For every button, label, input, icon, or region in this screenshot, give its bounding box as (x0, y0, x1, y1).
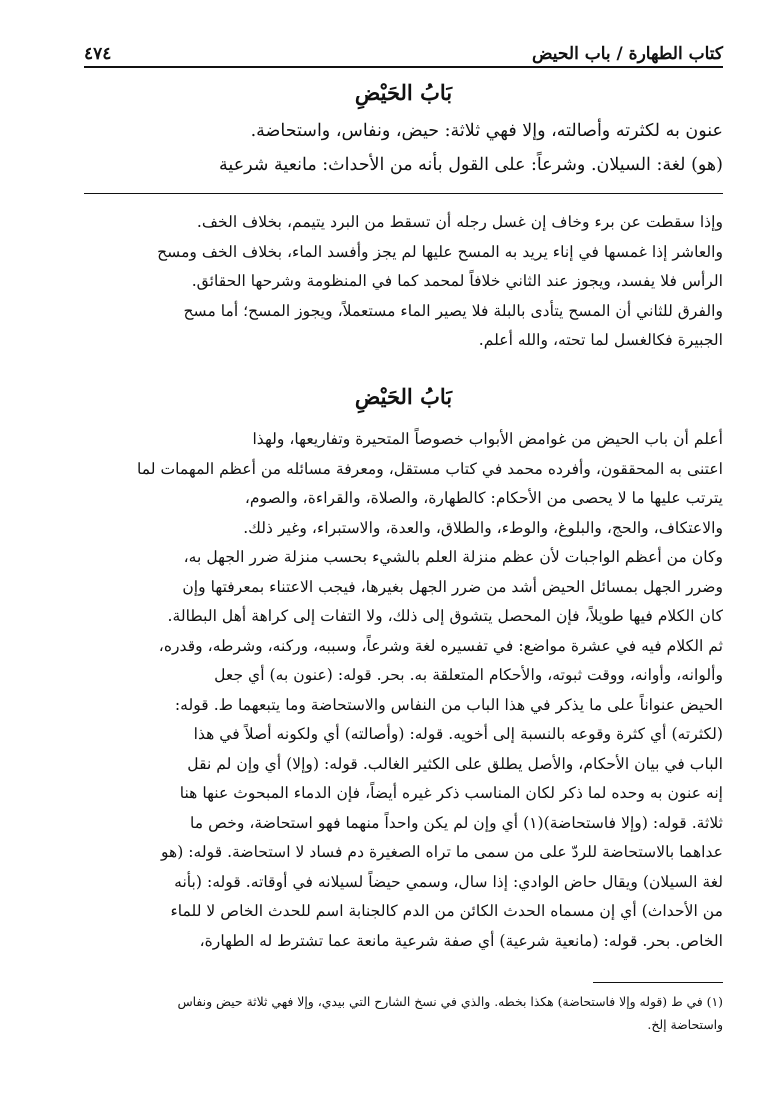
matn-heading: بَابُ الحَيْضِ (354, 80, 453, 105)
commentary-line: يترتب عليها ما لا يحصى من الأحكام: كالطهارة، والصلاة، والقراءة، والصوم، (244, 489, 723, 507)
commentary-line: وكان من أعظم الواجبات لأن عظم منزلة العلم بالشيء بحسب منزلة ضرر الجهل به، (183, 548, 723, 566)
commentary-line: والعاشر إذا غمسها في إناء يريد به المسح عليها لم يجز وأفسد الماء، بخلاف الخف ومسح (157, 242, 723, 261)
commentary-line: عداهما بالاستحاضة للردّ على من سمى ما تراه الصغيرة دم فساد لا استحاضة. قوله: (هو (160, 843, 723, 861)
commentary-line: الجبيرة فكالغسل لما تحته، والله أعلم. (478, 331, 723, 349)
commentary-line: الخاص. بحر. قوله: (مانعية شرعية) أي صفة شرعية مانعة عما تشترط له الطهارة، (199, 931, 723, 950)
commentary-line: لغة السيلان) ويقال حاض الوادي: إذا سال، وسمي حيضاً لسيلانه في أوقاته. قوله: (بأنه (174, 872, 723, 891)
matn-line: عنون به لكثرته وأصالته، وإلا فهي ثلاثة: حيض، ونفاس، واستحاضة. (250, 121, 723, 141)
commentary-line: الرأس فلا يفسد، ويجوز عند الثاني خلافاً لمحمد كما في المنظومة وشرحها الحقائق. (191, 272, 723, 290)
running-title: كتاب الطهارة / باب الحيض (531, 44, 723, 64)
header-rule (84, 66, 723, 68)
commentary-line: أعلم أن باب الحيض من غوامض الأبواب خصوصاً المتحيرة وتفاريعها، ولهذا (252, 430, 723, 448)
footnote-rule (593, 982, 723, 983)
commentary-line: والفرق للثاني أن المسح يتأدى بالبلة فلا يصير الماء مستعملاً، ويجوز المسح؛ أما مسح (183, 301, 723, 320)
running-header (84, 34, 723, 64)
matn-divider (84, 193, 723, 194)
footnote-line: واستحاضة إلخ. (647, 1017, 723, 1032)
commentary-line: وألوانه، وأوانه، ووقت ثبوته، والأحكام المتعلقة به. بحر. قوله: (عنون به) أي جعل (214, 666, 723, 684)
commentary-line: (لكثرته) أي كثرة وقوعه بالنسبة إلى أخويه. قوله: (وأصالته) أي ولكونه أصلاً في هذا (193, 725, 723, 743)
commentary-text (84, 425, 723, 956)
commentary-line: الحيض عنواناً على ما يذكر في هذا الباب من النفاس والاستحاضة وما يتبعهما ط. قوله: (174, 695, 723, 714)
previous-section-commentary (84, 208, 723, 356)
commentary-line: والاعتكاف، والحج، والبلوغ، والوطء، والطلاق، والعدة، والاستبراء، وغير ذلك. (243, 518, 723, 537)
commentary-line: ثلاثة. قوله: (وإلا فاستحاضة)(١) أي وإن لم يكن واحداً منهما فهو استحاضة، وخص ما (190, 813, 723, 832)
commentary-line: وضرر الجهل بمسائل الحيض أشد من ضرر الجهل بغيرها، فيجب الاعتناء بمعرفتها وإن (182, 577, 723, 596)
commentary-line: ثم الكلام فيه في عشرة مواضع: في تفسيره لغة وشرعاً، وسببه، وركنه، وشرطه، وقدره، (158, 636, 723, 655)
commentary-heading: بَابُ الحَيْضِ (354, 384, 453, 409)
commentary-line: وإذا سقطت عن برء وخاف إن غسل رجله أن تسقط من البرد يتيمم، بخلاف الخف. (196, 213, 723, 231)
commentary-line: كان الكلام فيها طويلاً، فإن المحصل يتشوق إلى ذلك، ولا التفات إلى كراهة أهل البطالة. (167, 607, 723, 625)
matn-line: (هو) لغة: السيلان. وشرعاً: على القول بأنه من الأحداث: مانعية شرعية (219, 155, 723, 175)
commentary-line: الباب في بيان الأحكام، والأصل يطلق على الكثير الغالب. قوله: (وإلا) أي وإن لم نقل (187, 754, 723, 773)
commentary-line: إنه عنون به وحده لما ذكر لكان المناسب ذكر غيره أيضاً، فإن الدماء المبحوث عنها هنا (179, 784, 723, 802)
commentary-line: اعتنى به المحققون، وأفرده محمد في كتاب مستقل، ومعرفة مسائله من أعظم المهمات لما (136, 459, 723, 478)
commentary-line: من الأحداث) أي إن مسماه الحدث الكائن من الدم كالجنابة اسم للحدث الخاص لا للماء (170, 902, 723, 920)
page-number: ٤٧٤ (84, 44, 112, 64)
matn-text (84, 114, 723, 182)
footnote (84, 990, 723, 1036)
footnote-line: (١) في ط (قوله وإلا فاستحاضة) هكذا بخطه. والذي في نسخ الشارح التي بيدي، وإلا فهي ثلاثة حيض ونفاس (177, 994, 723, 1009)
